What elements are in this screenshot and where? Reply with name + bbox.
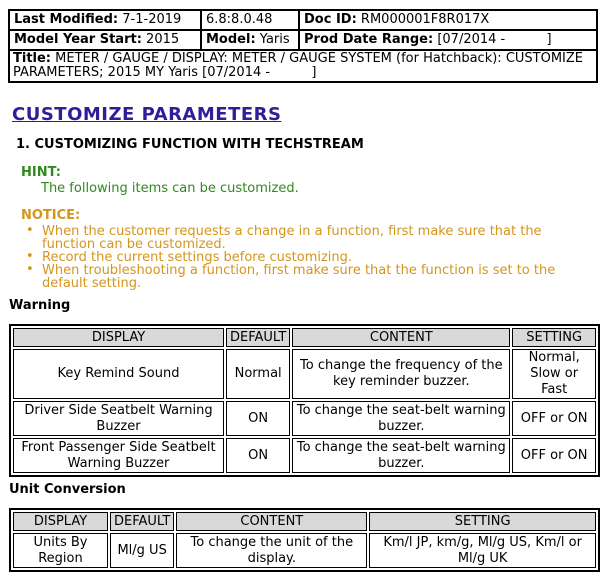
default-cell: Ml/g US: [110, 533, 174, 568]
col-header-default: DEFAULT: [110, 512, 174, 531]
bullet-icon: •: [26, 223, 34, 238]
col-header-setting: SETTING: [512, 328, 596, 347]
table-header-row: [13, 512, 596, 531]
content-cell: To change the frequency of the key reminder buzzer.: [292, 349, 510, 399]
notice-item: • When troubleshooting a function, first make sure that the function is set to the default setting.: [26, 262, 556, 291]
display-cell: Key Remind Sound: [13, 349, 224, 399]
setting-cell: OFF or ON: [512, 438, 596, 473]
model-year-cell: [9, 30, 201, 50]
content-cell: To change the seat-belt warning buzzer.: [292, 438, 510, 473]
model-year-value: 2015: [146, 32, 180, 47]
notice-label: NOTICE:: [21, 208, 81, 223]
step-heading: 1. CUSTOMIZING FUNCTION WITH TECHSTREAM: [16, 137, 364, 152]
notice-item: • Record the current settings before customizing.: [26, 249, 353, 265]
notice-list: [26, 225, 598, 290]
version-cell: [201, 10, 299, 30]
content-cell: To change the seat-belt warning buzzer.: [292, 401, 510, 436]
default-cell: ON: [226, 438, 290, 473]
hint-label: HINT:: [21, 165, 61, 180]
content-cell: To change the unit of the display.: [176, 533, 367, 568]
page-title: CUSTOMIZE PARAMETERS: [12, 104, 282, 125]
doc-title-value: METER / GAUGE / DISPLAY: METER / GAUGE SYSTEM (for Hatchback): CUSTOMIZE PARAMETERS; 2015 MY Yaris [07/2014 - ]: [13, 51, 588, 80]
table-row: [13, 349, 596, 399]
col-header-display: DISPLAY: [13, 512, 108, 531]
col-header-display: DISPLAY: [13, 328, 224, 347]
last-modified-value: 7-1-2019: [122, 12, 182, 27]
hint-text: The following items can be customized.: [41, 181, 299, 196]
setting-cell: OFF or ON: [512, 401, 596, 436]
warning-table: [9, 324, 600, 477]
setting-cell: Normal, Slow or Fast: [512, 349, 596, 399]
model-value: Yaris: [259, 32, 290, 47]
last-modified-cell: [9, 10, 201, 30]
col-header-content: CONTENT: [292, 328, 510, 347]
col-header-content: CONTENT: [176, 512, 367, 531]
last-modified-label: Last Modified:: [14, 12, 119, 27]
unit-conversion-table: [9, 508, 600, 572]
display-cell: Driver Side Seatbelt Warning Buzzer: [13, 401, 224, 436]
display-cell: Front Passenger Side Seatbelt Warning Buzzer: [13, 438, 224, 473]
col-header-setting: SETTING: [369, 512, 596, 531]
table-row: [13, 438, 596, 473]
doc-title-label: Title:: [13, 51, 52, 66]
doc-header-table: [8, 9, 598, 83]
model-label: Model:: [206, 32, 256, 47]
model-year-label: Model Year Start:: [14, 32, 142, 47]
warning-section-title: Warning: [9, 298, 71, 313]
doc-id-cell: [299, 10, 597, 30]
doc-title-cell: [9, 50, 597, 82]
version-value: 6.8:8.0.48: [206, 12, 273, 27]
prod-range-cell: [299, 30, 597, 50]
display-cell: Units By Region: [13, 533, 108, 568]
default-cell: Normal: [226, 349, 290, 399]
col-header-default: DEFAULT: [226, 328, 290, 347]
doc-id-value: RM000001F8R017X: [360, 12, 490, 27]
default-cell: ON: [226, 401, 290, 436]
doc-id-label: Doc ID:: [304, 12, 357, 27]
unit-conversion-section-title: Unit Conversion: [9, 482, 126, 497]
bullet-icon: •: [26, 262, 34, 277]
table-row: [13, 401, 596, 436]
table-row: [13, 533, 596, 568]
model-cell: [201, 30, 299, 50]
prod-range-value: [07/2014 - ]: [437, 32, 552, 47]
table-header-row: [13, 328, 596, 347]
bullet-icon: •: [26, 249, 34, 264]
notice-item: • When the customer requests a change in a function, first make sure that the function can be customized.: [26, 223, 542, 252]
prod-range-label: Prod Date Range:: [304, 32, 434, 47]
setting-cell: Km/l JP, km/g, Ml/g US, Km/l or Ml/g UK: [369, 533, 596, 568]
